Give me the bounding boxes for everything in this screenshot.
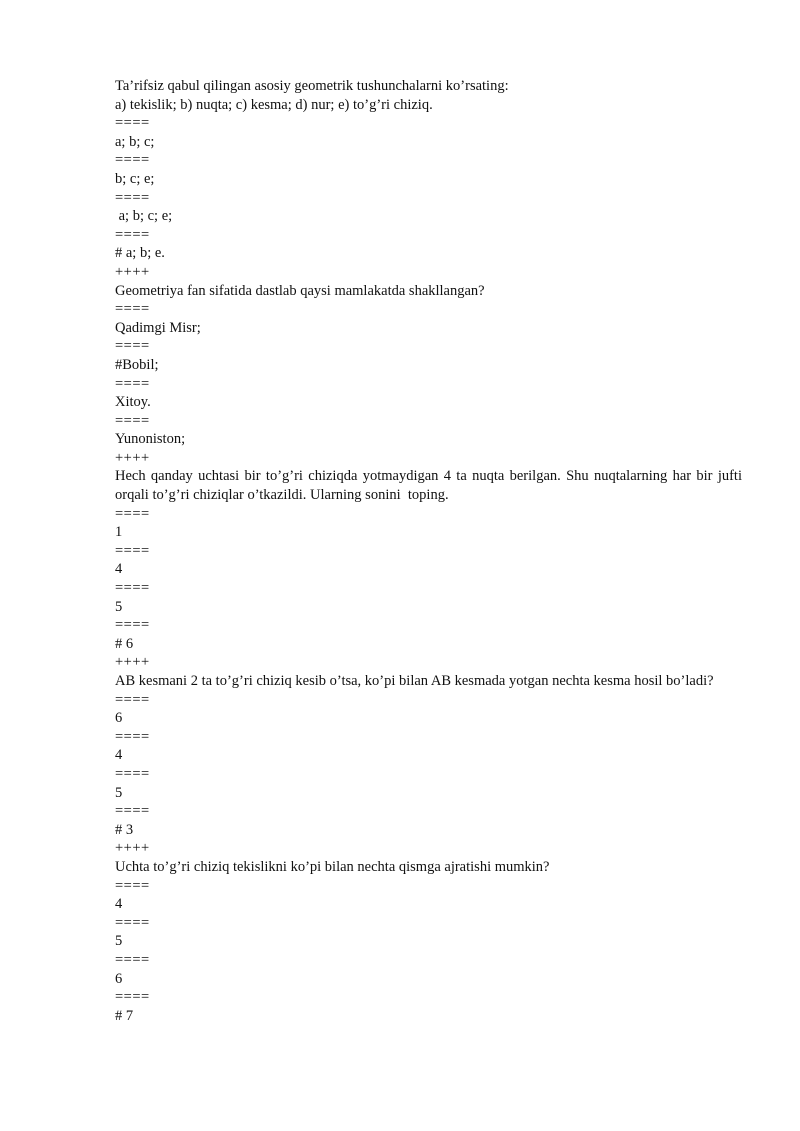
option-separator: ==== <box>115 765 150 782</box>
option-separator: ==== <box>115 152 150 169</box>
answer-option-correct: # 3 <box>115 821 134 838</box>
question-text: AB kesmani 2 ta to’g’ri chiziq kesib o’tsa, ko’pi bilan AB kesmada yotgan nechta kesma hosil bo’ladi? <box>115 673 714 689</box>
answer-option: 4 <box>115 561 123 578</box>
option-separator: ==== <box>115 412 150 429</box>
question-text: Hech qanday uchtasi bir to’g’ri chiziqda yotmaydigan 4 ta nuqta berilgan. Shu nuqtalarning har bir jufti orqali to’g’ri chiziqlar o’tkazildi. Ularning sonini toping. <box>115 468 746 504</box>
question-separator: ++++ <box>115 654 150 671</box>
option-separator: ==== <box>115 115 150 132</box>
answer-option: 5 <box>115 933 123 950</box>
option-separator: ==== <box>115 728 150 745</box>
answer-option: Qadimgi Misr; <box>115 319 201 336</box>
question-text: Uchta to’g’ri chiziq tekislikni ko’pi bilan nechta qismga ajratishi mumkin? <box>115 858 550 875</box>
answer-option: 5 <box>115 598 123 615</box>
question-block-5 <box>115 858 742 1025</box>
question-block-1 <box>115 77 742 282</box>
option-separator: ==== <box>115 375 150 392</box>
option-separator: ==== <box>115 189 150 206</box>
option-separator: ==== <box>115 877 150 894</box>
question-separator: ++++ <box>115 263 150 280</box>
answer-option: 5 <box>115 784 123 801</box>
option-separator: ==== <box>115 803 150 820</box>
option-separator: ==== <box>115 914 150 931</box>
answer-option: Xitoy. <box>115 394 151 411</box>
question-text: Geometriya fan sifatida dastlab qaysi mamlakatda shakllangan? <box>115 282 485 299</box>
option-separator: ==== <box>115 226 150 243</box>
answer-option: 1 <box>115 524 123 541</box>
document-page <box>115 77 746 1025</box>
answer-option-correct: #Bobil; <box>115 356 159 373</box>
answer-option: 6 <box>115 970 123 987</box>
question-block-3 <box>115 467 746 672</box>
option-separator: ==== <box>115 951 150 968</box>
question-separator: ++++ <box>115 840 150 857</box>
answer-option-correct: # 6 <box>115 635 134 652</box>
option-separator: ==== <box>115 301 150 318</box>
answer-option: 4 <box>115 896 123 913</box>
option-separator: ==== <box>115 617 150 634</box>
answer-option: a; b; c; e; <box>115 208 173 225</box>
question-block-2 <box>115 282 742 468</box>
answer-option: Yunoniston; <box>115 431 186 448</box>
option-separator: ==== <box>115 580 150 597</box>
answer-option-correct: # 7 <box>115 1007 134 1024</box>
option-separator: ==== <box>115 989 150 1006</box>
answer-option-correct: # a; b; e. <box>115 245 165 262</box>
question-block-4 <box>115 672 742 858</box>
answer-option: 6 <box>115 710 123 727</box>
answer-option: 4 <box>115 747 123 764</box>
question-text: Ta’rifsiz qabul qilingan asosiy geometrik tushunchalarni ko’rsating: <box>115 78 509 94</box>
option-separator: ==== <box>115 542 150 559</box>
question-separator: ++++ <box>115 449 150 466</box>
option-separator: ==== <box>115 338 150 355</box>
answer-option: b; c; e; <box>115 170 155 187</box>
option-separator: ==== <box>115 505 150 522</box>
answer-option: a; b; c; <box>115 133 155 150</box>
option-separator: ==== <box>115 691 150 708</box>
question-text: a) tekislik; b) nuqta; c) kesma; d) nur; e) to’g’ri chiziq. <box>115 96 433 113</box>
